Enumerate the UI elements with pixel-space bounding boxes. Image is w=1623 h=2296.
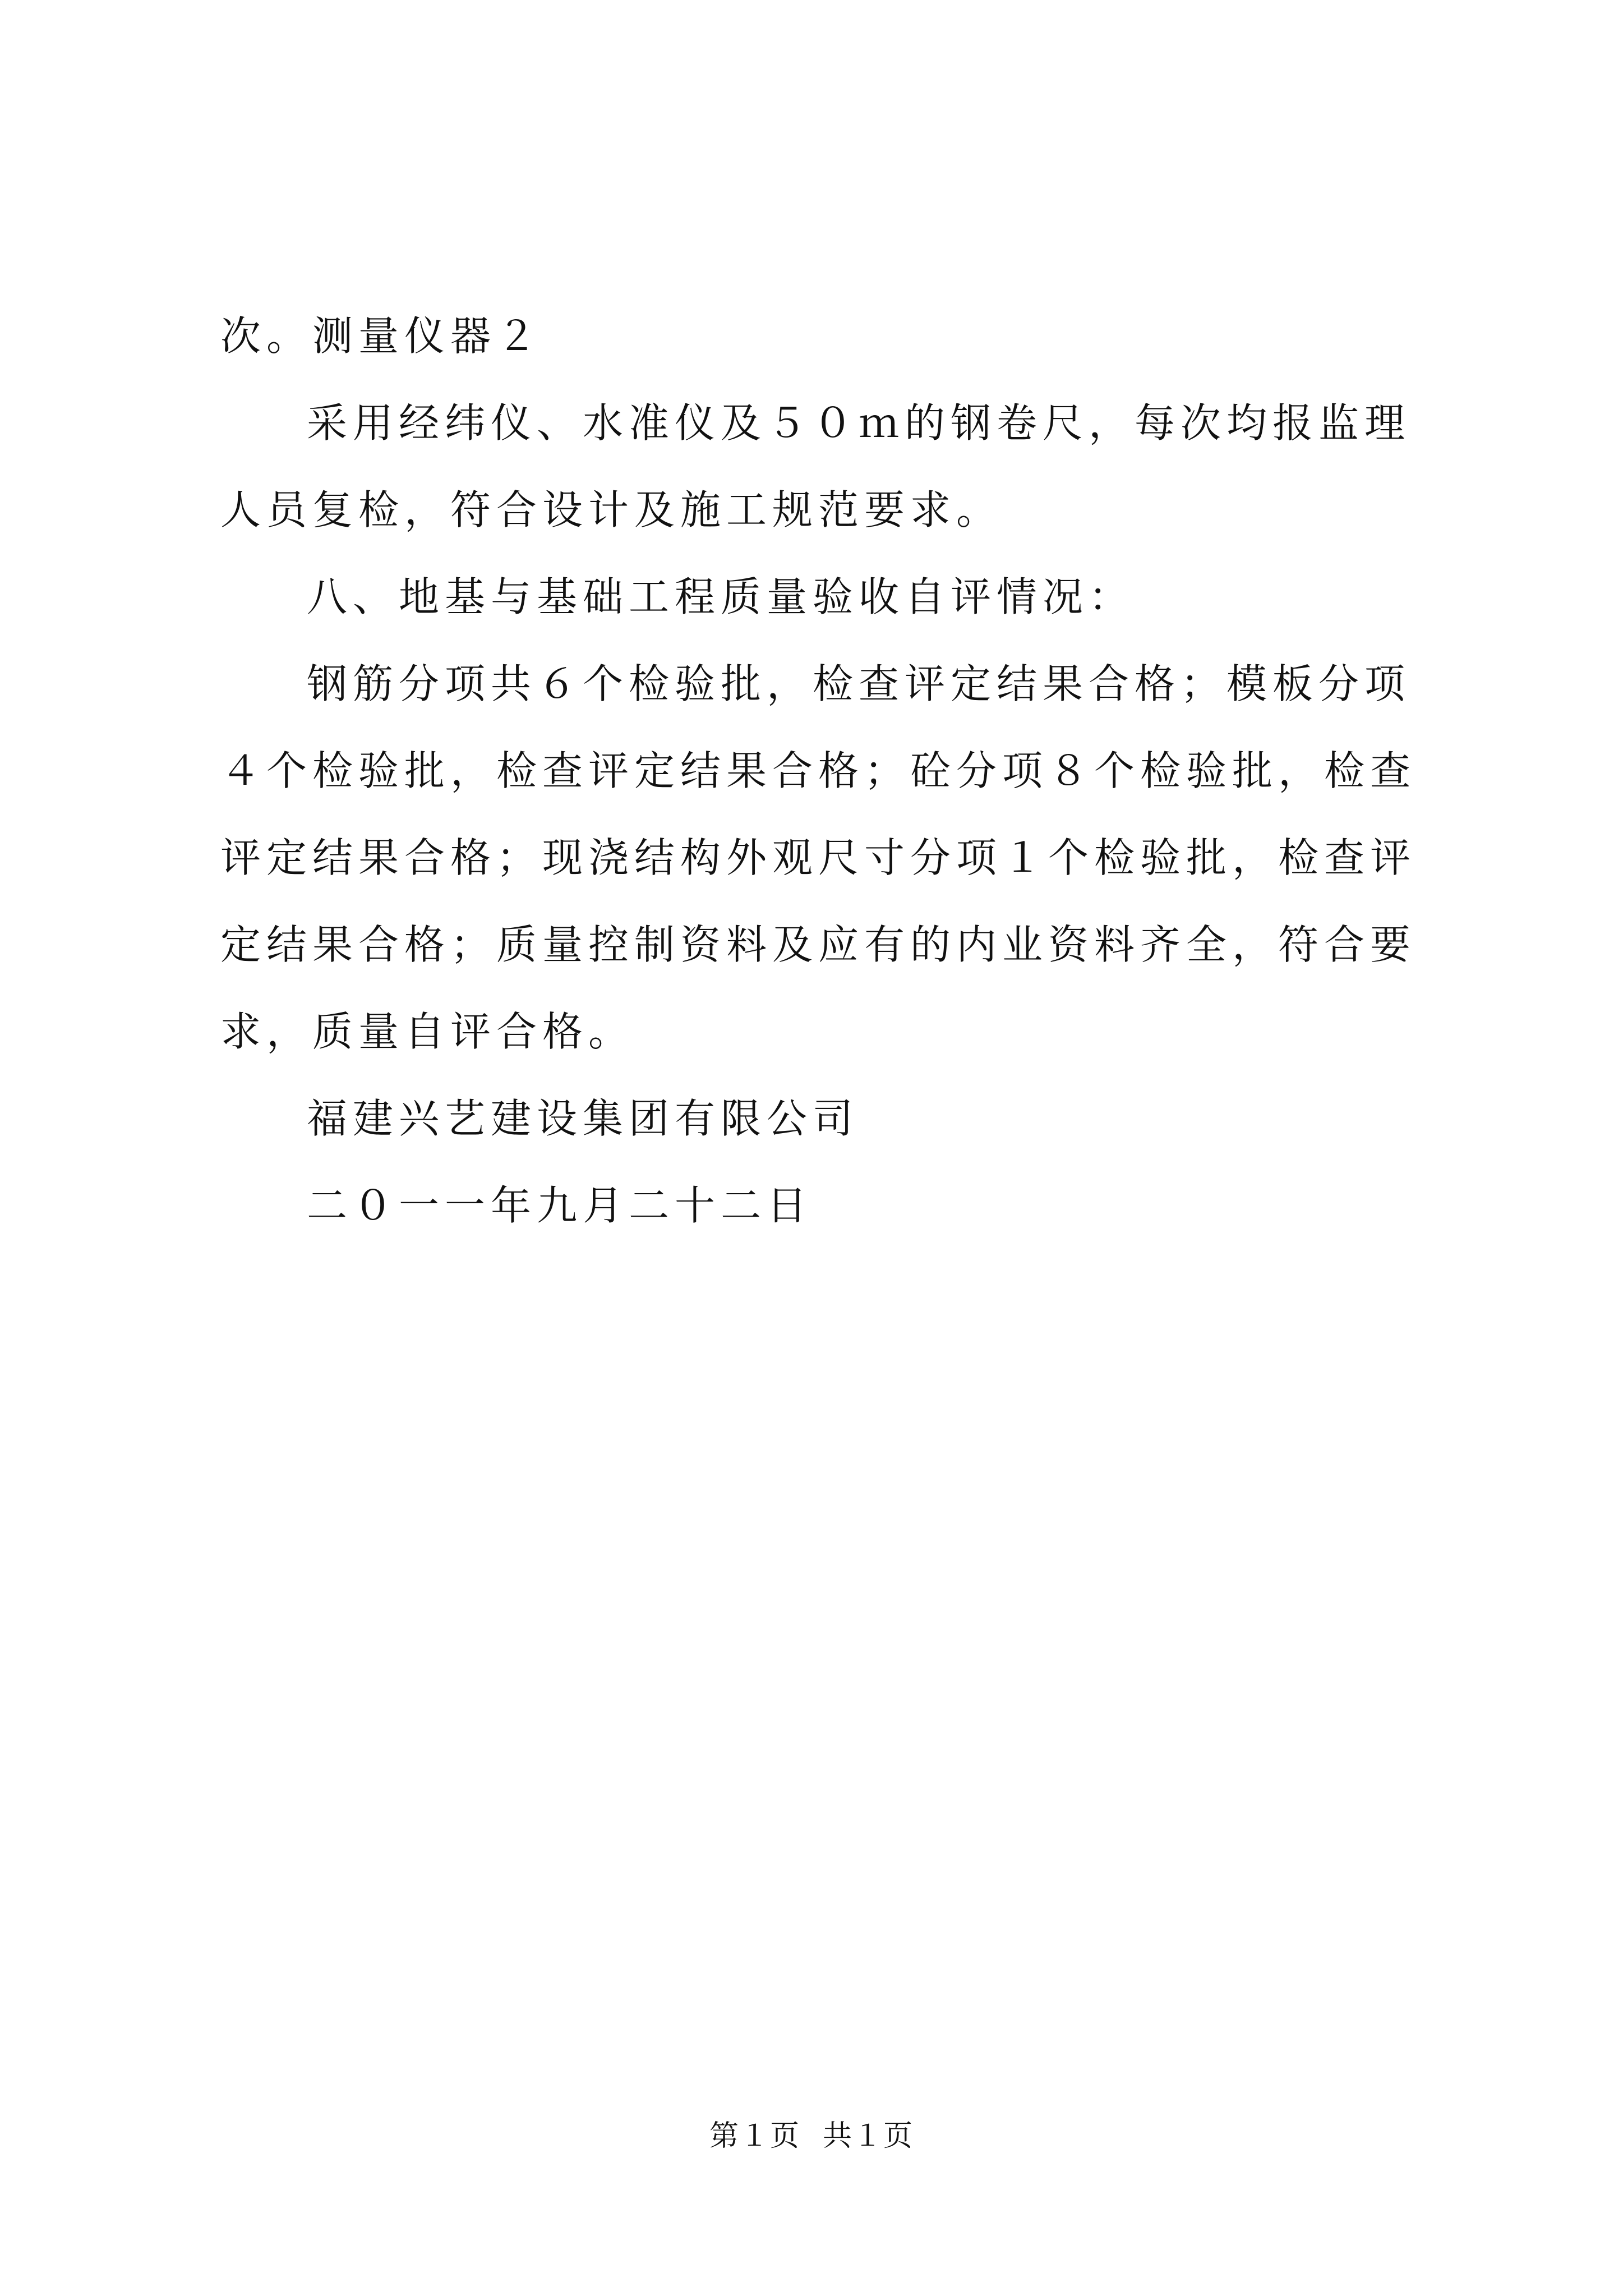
page-number: 第１页 bbox=[709, 2119, 800, 2153]
document-body bbox=[220, 293, 1432, 1249]
paragraph-inspection: 钢筋分项共６个检验批，检查评定结果合格；模板分项４个检验批，检查评定结果合格；砼分项８个检验批，检查评定结果合格；现浇结构外观尺寸分项１个检验批，检查评定结果合格；质量控制资料及应有的内业资料齐全，符合要求，质量自评合格。 bbox=[220, 660, 1417, 1055]
section-heading: 八、地基与基础工程质量验收自评情况： bbox=[307, 573, 1135, 620]
page-footer bbox=[0, 2119, 1623, 2153]
company-name: 福建兴艺建设集团有限公司 bbox=[307, 1095, 859, 1142]
paragraph-continuation: 次。测量仪器２ bbox=[220, 312, 543, 360]
paragraph-measurement: 采用经纬仪、水准仪及５０ｍ的钢卷尺，每次均报监理人员复检，符合设计及施工规范要求。 bbox=[220, 399, 1411, 533]
page-total: 共１页 bbox=[823, 2119, 914, 2153]
document-date: 二０一一年九月二十二日 bbox=[307, 1182, 813, 1229]
